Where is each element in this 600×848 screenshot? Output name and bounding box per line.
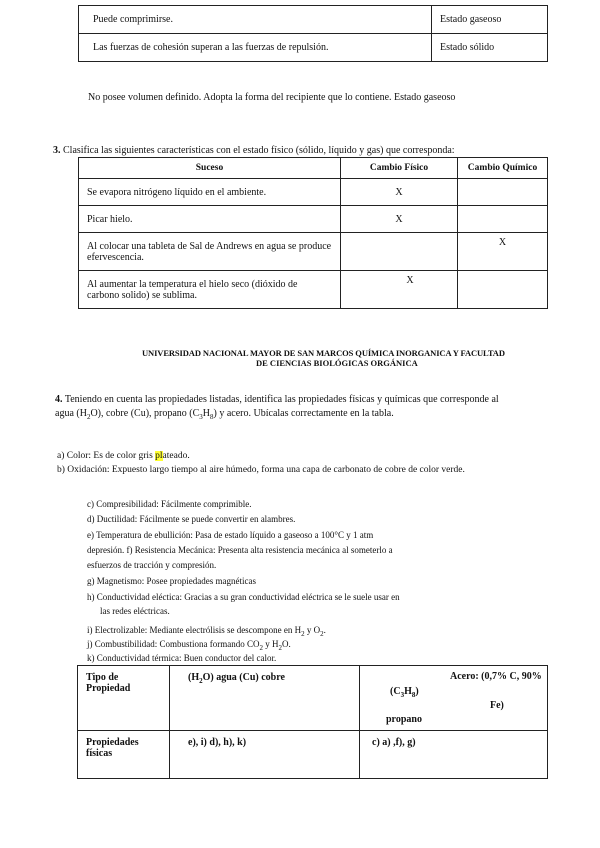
- q4-text-2b: O), cobre (Cu), propano (C: [90, 408, 200, 419]
- subscript: 2: [320, 629, 324, 638]
- prop-h-1: h) Conductividad eléctica: Gracias a su gran conductividad eléctrica se le suele usar en: [87, 592, 400, 602]
- prop-e-1: e) Temperatura de ebullición: Pasa de estado líquido a gaseoso a 100°C y 1 atm: [87, 530, 374, 540]
- row-label-1: Propiedades: [86, 737, 139, 748]
- prop-d: d) Ductilidad: Fácilmente se puede convertir en alambres.: [87, 514, 296, 524]
- prop-a-text: a) Color: Es de color gris: [57, 451, 156, 461]
- table-header-row: [79, 158, 548, 179]
- table-cell: Al aumentar la temperatura el hielo seco (dióxido de carbono solido) se sublima.: [79, 271, 341, 309]
- table-cell: [458, 179, 548, 206]
- table-cell: Al colocar una tableta de Sal de Andrews en agua se produce efervescencia.: [79, 233, 341, 271]
- prop-b: b) Oxidación: Expuesto largo tiempo al aire húmedo, forma una capa de carbonato de cobre de color verde.: [57, 465, 465, 475]
- table-cell: X: [341, 206, 458, 233]
- subscript: 3: [199, 413, 203, 421]
- subscript: 2: [86, 413, 91, 421]
- prop-j-text-b: y H: [263, 639, 279, 649]
- header-tipo-2: Propiedad: [86, 683, 131, 694]
- prop-i: [87, 625, 326, 638]
- table-row: [79, 34, 548, 62]
- table-row: [79, 6, 548, 34]
- prop-i-text-c: .: [323, 625, 326, 635]
- header-propano-c: ): [415, 686, 419, 697]
- table-cell: [458, 206, 548, 233]
- prop-j-text: j) Combustibilidad: Combustiona formando CO: [87, 639, 260, 649]
- prop-e-3: esfuerzos de tracción y compresión.: [87, 560, 217, 570]
- q4-text-1: Teniendo en cuenta las propiedades listadas, identifica las propiedades físicas y químicas que corresponde al: [64, 394, 499, 405]
- table-cell: [360, 666, 548, 731]
- heading-line-1: UNIVERSIDAD NACIONAL MAYOR DE SAN MARCOS QUÍMICA INORGANICA Y FACULTAD: [142, 348, 505, 358]
- prop-g: g) Magnetismo: Posee propiedades magnéticas: [87, 576, 256, 586]
- subscript: 2: [301, 629, 305, 638]
- table-row: [79, 233, 548, 271]
- table-cell: X: [458, 233, 548, 271]
- subscript: 2: [199, 677, 203, 685]
- q4-line-1: [55, 394, 499, 405]
- subscript: 2: [278, 643, 282, 652]
- prop-c: c) Compresibilidad: Fácilmente comprimible.: [87, 499, 252, 509]
- header-propano-b: H: [404, 686, 412, 697]
- table-cell: Las fuerzas de cohesión superan a las fuerzas de repulsión.: [79, 34, 432, 62]
- prop-j-text-c: O.: [282, 639, 291, 649]
- table-header-row: [78, 666, 548, 731]
- subscript: 8: [411, 691, 416, 699]
- q4-text-2d: ) y acero. Ubícalas correctamente en la tabla.: [213, 408, 394, 419]
- q3-text: Clasifica las siguientes características con el estado físico (sólido, líquido y gas) que corresponda:: [63, 145, 455, 156]
- header-propano-formula: [390, 686, 419, 697]
- col-header-quimico: Cambio Químico: [458, 158, 548, 179]
- header-acero-1: Acero: (0,7% C, 90%: [450, 671, 542, 682]
- q3-prompt: [53, 145, 455, 156]
- heading-line-2: DE CIENCIAS BIOLÓGICAS ORGÁNICA: [256, 358, 418, 368]
- header-agua: (H: [188, 672, 200, 683]
- col-header-suceso: Suceso: [79, 158, 341, 179]
- table-cell: c) a) ,f), g): [360, 731, 548, 779]
- table-cell: [458, 271, 548, 309]
- q4-text-2a: agua (H: [55, 408, 87, 419]
- header-acero-2: Fe): [490, 700, 504, 711]
- table-row: [79, 206, 548, 233]
- prop-j: [87, 639, 291, 652]
- top-table: [78, 5, 548, 62]
- table-cell: Estado gaseoso: [432, 6, 548, 34]
- table-row: [79, 179, 548, 206]
- table-cell: [170, 666, 360, 731]
- table-cell: [341, 233, 458, 271]
- highlighted-text: pl: [155, 451, 163, 461]
- q3-number: 3.: [53, 145, 61, 156]
- q3-table: [78, 157, 548, 309]
- header-propano: propano: [386, 714, 422, 725]
- subscript: 3: [400, 691, 405, 699]
- header-propano-a: (C: [390, 686, 401, 697]
- prop-i-text-b: y O: [304, 625, 321, 635]
- table-cell: Puede comprimirse.: [79, 6, 432, 34]
- subscript: 2: [259, 643, 263, 652]
- prop-e-2: depresión. f) Resistencia Mecánica: Presenta alta resistencia mecánica al someterlo a: [87, 545, 393, 555]
- table-cell: [78, 666, 170, 731]
- prop-a: [57, 451, 190, 461]
- q4-number: 4.: [55, 394, 63, 405]
- prop-i-text: i) Electrolizable: Mediante electrólisis se descompone en H: [87, 625, 302, 635]
- note-line: No posee volumen definido. Adopta la forma del recipiente que lo contiene. Estado gaseoso: [88, 92, 456, 103]
- table-cell: [78, 731, 170, 779]
- table-cell: Estado sólido: [432, 34, 548, 62]
- table-row: [78, 731, 548, 779]
- table-row: [79, 271, 548, 309]
- prop-h-2: las redes eléctricas.: [100, 606, 170, 616]
- table-cell: e), i) d), h), k): [170, 731, 360, 779]
- col-header-fisico: Cambio Físico: [341, 158, 458, 179]
- header-tipo-1: Tipo de: [86, 672, 119, 683]
- row-label-2: físicas: [86, 748, 113, 759]
- prop-a-text-end: ateado.: [162, 451, 190, 461]
- table-cell: X: [341, 179, 458, 206]
- table-cell: Se evapora nitrógeno líquido en el ambiente.: [79, 179, 341, 206]
- q4-line-2: [55, 408, 394, 419]
- table-cell: X: [341, 271, 458, 309]
- header-agua-cobre: O) agua (Cu) cobre: [202, 672, 285, 683]
- subscript: 8: [210, 413, 214, 421]
- prop-k: k) Conductividad térmica: Buen conductor del calor.: [87, 653, 277, 663]
- properties-table: [77, 665, 548, 779]
- table-cell: Picar hielo.: [79, 206, 341, 233]
- q4-text-2c: H: [202, 408, 211, 419]
